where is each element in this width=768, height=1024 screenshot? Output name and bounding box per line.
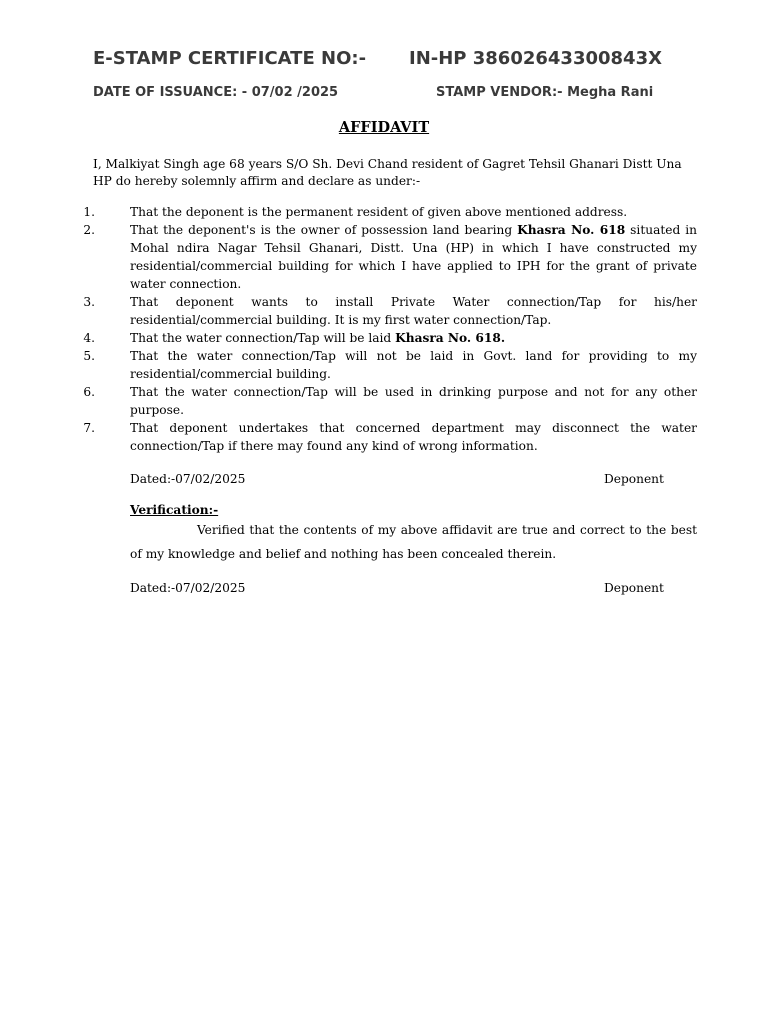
verification-text: Verified that the contents of my above affidavit are true and correct to the best of my knowledge and belief and nothing has been concealed therein. [130,523,697,561]
clause-number: 2. [83,223,95,237]
clause-item [77,383,697,419]
clause-number: 5. [83,349,95,363]
clause-text: That the deponent's is the owner of possession land bearing [130,223,518,237]
intro-paragraph: I, Malkiyat Singh age 68 years S/O Sh. Devi Chand resident of Gagret Tehsil Ghanari Distt Una HP do hereby solemnly affirm and declare as under:- [93,157,682,188]
stamp-certificate-line [93,48,662,69]
clause-item [77,419,697,455]
clause-number: 6. [83,385,95,399]
clause-text: situated in Mohal ndira Nagar Tehsil Ghanari, Distt. Una (HP) in which I have constructed my residential/commercial building for which I have applied to IPH for the grant of private water connection. [130,223,697,291]
document-title: AFFIDAVIT [338,119,430,136]
clause-text: That the water connection/Tap will be laid [130,331,396,345]
dated: Dated:-07/02/2025 [130,472,246,486]
clause-text: That the water connection/Tap will not be laid in Govt. land for providing to my residential/commercial building. [130,349,697,381]
khasra-reference: Khasra No. 618. [395,331,506,345]
clause-text: That the water connection/Tap will be used in drinking purpose and not for any other purpose. [130,385,697,417]
verification-dated: Dated:-07/02/2025 [130,581,246,595]
verification-deponent-label: Deponent [604,581,664,595]
clause-number: 7. [83,421,95,435]
clause-text: That the deponent is the permanent resident of given above mentioned address. [130,205,628,219]
certificate-number: IN-HP 38602643300843X [409,48,662,69]
clause-item [77,293,697,329]
verification-heading: Verification:- [130,503,219,517]
stamp-vendor: STAMP VENDOR:- Megha Rani [436,85,654,100]
certificate-label: E-STAMP CERTIFICATE NO:- [93,48,367,69]
issuance-line [93,85,654,100]
clause-item [77,203,697,221]
clause-number: 4. [83,331,95,345]
affidavit-clauses [77,203,697,455]
clause-number: 1. [83,205,95,219]
clause-item [77,329,697,347]
clause-item [77,221,697,293]
deponent-label: Deponent [604,472,664,486]
clause-text: That deponent undertakes that concerned department may disconnect the water connection/Tap if there may found any kind of wrong information. [130,421,697,453]
date-of-issuance: DATE OF ISSUANCE: - 07/02 /2025 [93,85,339,100]
khasra-reference: Khasra No. 618 [517,223,626,237]
clause-number: 3. [83,295,95,309]
clause-text: That deponent wants to install Private Water connection/Tap for his/her residential/commercial building. It is my first water connection/Tap. [130,295,697,327]
clause-item [77,347,697,383]
